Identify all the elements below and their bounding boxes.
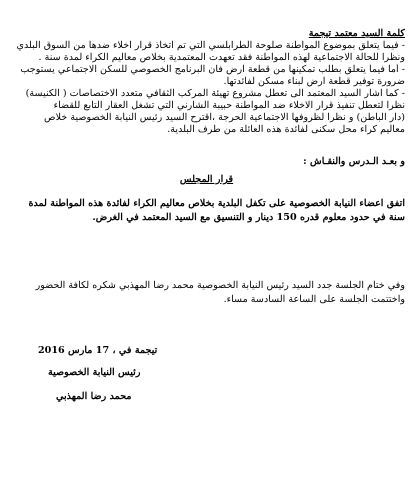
intro-line: ضرورة توفير قطعة ارض لبناء مسكن لفائدتها.	[223, 76, 405, 87]
decision-heading: قرار المجلس	[179, 174, 234, 185]
intro-line: - كما اشار السيد المعتمد الى تعطل مشروع تهيئة المركب الثقافي متعدد الاختصاصات ( الكنيسة)	[25, 88, 405, 99]
intro-line: ونظرا للحالة الاجتماعية لهذه المواطنة فقد تعهدت المعتمدية بخلاص معاليم الكراء لمدة سنة .	[38, 52, 405, 63]
speech-heading: كلمة السيد معتمد تيجمة	[308, 28, 405, 39]
decision-line: اتفق اعضاء النيابة الخصوصية على تكفل البلدية بخلاص معاليم الكراء لفائدة هذه المواطنة لمدة	[28, 198, 405, 209]
closing-line: وفي ختام الجلسة جدد السيد رئيس النيابة الخصوصية محمد رضا المهذبي شكره لكافة الحضور	[35, 280, 405, 291]
closing-line: واختتمت الجلسة على الساعة السادسة مساء.	[223, 294, 405, 305]
discussion-heading: و بعـد الـدرس والنقـاش :	[303, 156, 405, 167]
signature-name: محمد رضا المهذبي	[56, 391, 132, 402]
decision-line: سنة في حدود معلوم قدره 150 دينار و التنسيق مع السيد المعتمد في الغرض.	[92, 212, 405, 223]
intro-line: معاليم كراء محل سكنى لفائدة هذه العائلة من طرف البلدية.	[167, 124, 405, 135]
intro-line: - أما فيما يتعلق بطلب تمكينها من قطعة ارض فان البرنامج الخصوصي للسكن الاجتماعي يستوجب	[20, 64, 405, 75]
intro-line: - فيما يتعلق بموضوع المواطنة صلوحة الطرابلسي التي تم اتخاذ قرار اخلاء ضدها من السوق البلدي	[16, 40, 405, 51]
intro-line: نظرا لتعطل تنفيذ قرار الاخلاء ضد المواطنة حبيبة الشارني التي تشغل العقار التابع للقضاء	[53, 100, 405, 111]
signature-place-date: تيجمة في ، 17 مارس 2016	[38, 345, 158, 356]
signature-role: رئيس النيابة الخصوصية	[48, 367, 141, 378]
intro-line: (دار الباطن) و نظرا لظروفها الاجتماعية الحرجة ،اقترح السيد رئيس النيابة الخصوصية خلاص	[44, 112, 405, 123]
